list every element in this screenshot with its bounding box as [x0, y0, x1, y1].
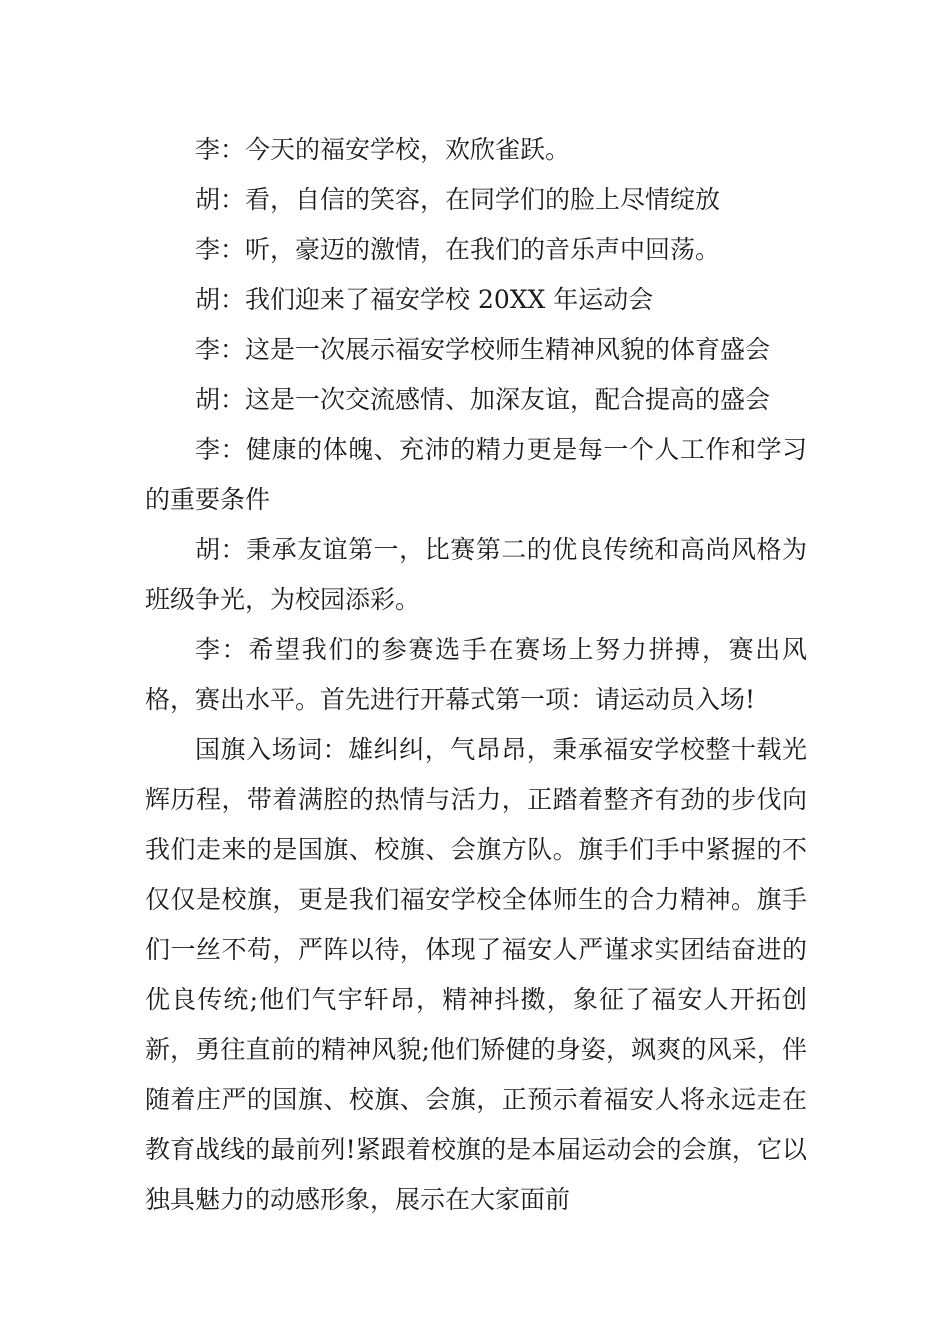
paragraph: 胡：这是一次交流感情、加深友谊，配合提高的盛会 — [195, 385, 771, 414]
paragraph: 胡：看，自信的笑容，在同学们的脸上尽情绽放 — [195, 185, 721, 214]
paragraph: 李：今天的福安学校，欢欣雀跃。 — [195, 135, 571, 164]
document-page — [145, 125, 807, 1225]
paragraph: 李：听，豪迈的激情，在我们的音乐声中回荡。 — [195, 235, 721, 264]
paragraph: 胡：秉承友谊第一，比赛第二的优良传统和高尚风格为班级争光，为校园添彩。 — [145, 535, 807, 614]
paragraph: 李：希望我们的参赛选手在赛场上努力拼搏，赛出风格，赛出水平。首先进行开幕式第一项：请运动员入场! — [145, 635, 807, 714]
paragraph: 李：健康的体魄、充沛的精力更是每一个人工作和学习的重要条件 — [145, 435, 807, 514]
paragraph: 国旗入场词：雄纠纠，气昂昂，秉承福安学校整十载光辉历程，带着满腔的热情与活力，正踏着整齐有劲的步伐向我们走来的是国旗、校旗、会旗方队。旗手们手中紧握的不仅仅是校旗，更是我们福安学校全体师生的合力精神。旗手们一丝不苟，严阵以待，体现了福安人严谨求实团结奋进的优良传统;他们气宇轩昂，精神抖擞，象征了福安人开拓创新，勇往直前的精神风貌;他们矫健的身姿，飒爽的风采，伴随着庄严的国旗、校旗、会旗，正预示着福安人将永远走在教育战线的最前列!紧跟着校旗的是本届运动会的会旗，它以独具魅力的动感形象，展示在大家面前 — [145, 735, 807, 1214]
paragraph: 胡：我们迎来了福安学校 20XX 年运动会 — [195, 285, 654, 314]
paragraph: 李：这是一次展示福安学校师生精神风貌的体育盛会 — [195, 335, 771, 364]
